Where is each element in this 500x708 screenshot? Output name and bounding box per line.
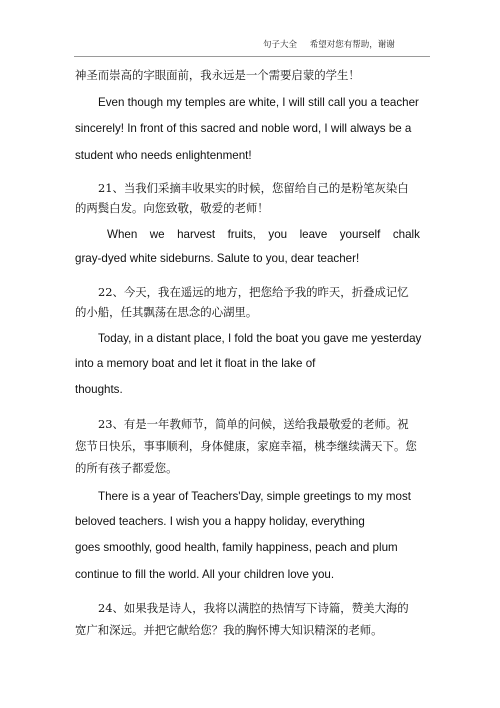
text-line: Even though my temples are white, I will still call you a teacher bbox=[98, 96, 419, 109]
text-line: 的小船，任其飘荡在思念的心湖里。 bbox=[75, 305, 258, 319]
word: you bbox=[268, 228, 288, 241]
text-line: goes smoothly, good health, family happiness, peach and plum bbox=[75, 541, 398, 554]
text-line: gray-dyed white sideburns. Salute to you, dear teacher! bbox=[75, 252, 360, 265]
text-line: 23、有是一年教师节，简单的问候，送给我最敬爱的老师。祝 bbox=[98, 417, 409, 431]
text-line: 22、今天，我在遥远的地方，把您给予我的昨天，折叠成记忆 bbox=[98, 285, 409, 299]
word: When bbox=[107, 228, 138, 241]
text-line: Today, in a distant place, I fold the boat you gave me yesterday bbox=[98, 332, 422, 345]
word: we bbox=[149, 228, 165, 241]
text-line: 的两鬓白发。向您致敬，敬爱的老师！ bbox=[75, 201, 269, 215]
word: leave bbox=[299, 228, 328, 241]
text-line: into a memory boat and let it float in the lake of bbox=[75, 357, 316, 370]
word: yourself bbox=[339, 228, 381, 241]
header-left-text: 句子大全 bbox=[263, 40, 298, 50]
text-line: continue to fill the world. All your children love you. bbox=[75, 568, 335, 581]
header-divider bbox=[74, 56, 430, 57]
text-line: beloved teachers. I wish you a happy holiday, everything bbox=[75, 515, 365, 528]
word: fruits, bbox=[227, 228, 256, 241]
page-header bbox=[263, 38, 405, 50]
text-line: 24、如果我是诗人，我将以满腔的热情写下诗篇，赞美大海的 bbox=[98, 601, 409, 615]
text-line: 的所有孩子都爱您。 bbox=[75, 461, 178, 475]
word: harvest bbox=[177, 228, 216, 241]
text-line: thoughts. bbox=[75, 383, 123, 396]
text-line: 宽广和深远。并把它献给您？我的胸怀博大知识精深的老师。 bbox=[75, 623, 383, 637]
text-line: student who needs enlightenment! bbox=[75, 149, 252, 162]
text-line: 21、当我们采摘丰收果实的时候，您留给自己的是粉笔灰染白 bbox=[98, 181, 409, 195]
text-line: There is a year of Teachers'Day, simple greetings to my most bbox=[98, 490, 412, 503]
justified-text-line bbox=[107, 228, 420, 241]
word: chalk bbox=[392, 228, 420, 241]
header-right-text: 希望对您有帮助，谢谢 bbox=[309, 40, 395, 50]
text-line: 神圣而崇高的字眼面前，我永远是一个需要启蒙的学生！ bbox=[75, 68, 360, 82]
text-line: sincerely! In front of this sacred and noble word, I will always be a bbox=[75, 122, 412, 135]
text-line: 您节日快乐，事事顺利，身体健康，家庭幸福，桃李继续满天下。您 bbox=[75, 439, 417, 453]
